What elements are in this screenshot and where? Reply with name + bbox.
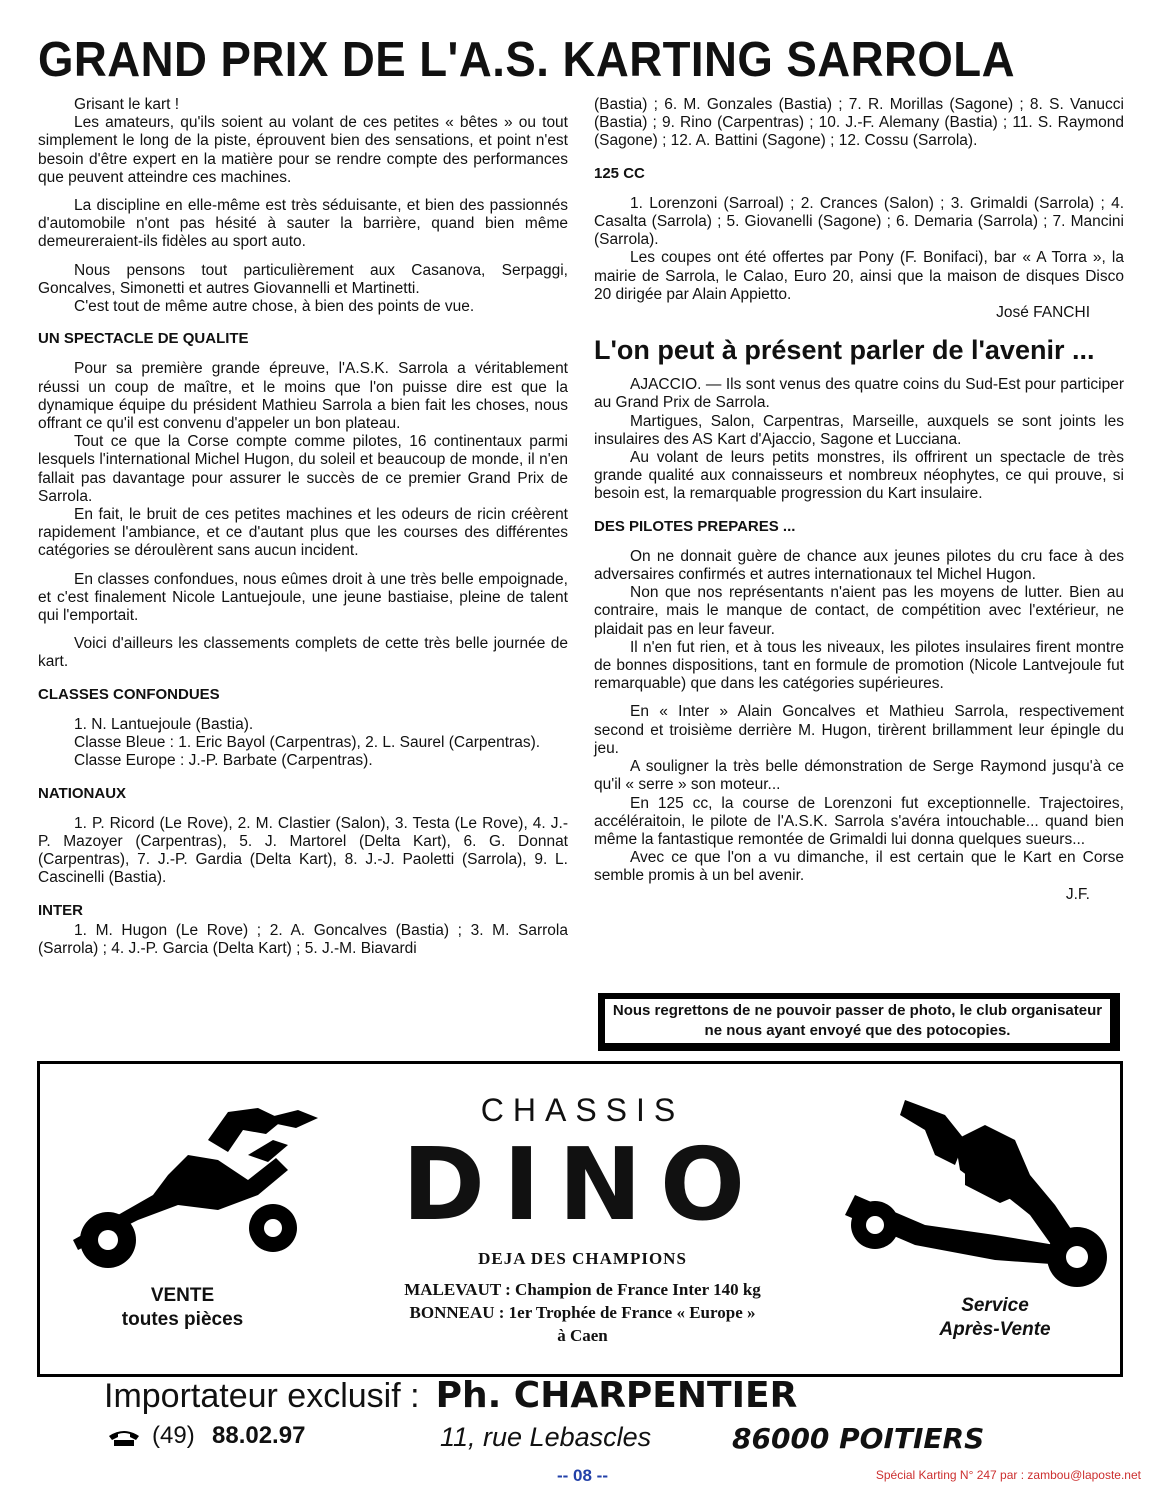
pilotes-paragraph: En « Inter » Alain Goncalves et Mathieu Sarrola, respectivement second et troisième derrière M. Hugon, tirèrent brillamment leur épingle du jeu. <box>594 703 1124 757</box>
ad-phone-number: 88.02.97 <box>212 1422 306 1449</box>
ad-brand-top: CHASSIS <box>480 1092 685 1128</box>
ad-champions-title: DEJA DES CHAMPIONS <box>478 1249 687 1268</box>
spectacle-paragraph: En classes confondues, nous eûmes droit à une très belle empoignade, et c'est finalement Nicole Lantuejoule, une jeune bastiaise, pleine de talent qui l'emportait. <box>38 570 568 625</box>
page-number: -- 08 -- <box>557 1466 608 1485</box>
section-heading-classes: CLASSES CONFONDUES <box>38 685 220 703</box>
inter-results-continued: (Bastia) ; 6. M. Gonzales (Bastia) ; 7. R. Morillas (Sagone) ; 8. S. Vanucci (Bastia) ; 9. Rino (Carpentras) ; 10. J.-F. Alemany (Bastia) ; 11. S. Raymond (Sagone) ; 12. A. Battini (Sagone) ; 12. Cossu (Sarrola). <box>594 96 1124 150</box>
article-paragraph: Au volant de leurs petits monstres, ils offrirent un spectacle de très grande qualité aux connaisseurs et nombreux néophytes, ce qui prouve, si besoin est, la remarquable progression du Kart insulaire. <box>594 449 1124 503</box>
section-heading-125cc: 125 CC <box>594 164 645 182</box>
photo-note-text: Nous regrettons de ne pouvoir passer de photo, le club organisateur ne nous ayant envoyé que des potocopies. <box>604 998 1111 1044</box>
pilotes-paragraph: Non que nos représentants n'aient pas les moyens de lutter. Bien au contraire, mais le manque de contact, de compétition avec l'extérieur, ne plaidait pas en leur faveur. <box>594 584 1124 638</box>
right-column <box>594 96 1124 904</box>
ad-importer-label: Importateur exclusif : <box>104 1377 420 1415</box>
ad-city: 86000 POITIERS <box>732 1422 985 1455</box>
ad-sales-line-2: toutes pièces <box>121 1309 244 1330</box>
spectacle-paragraph: Tout ce que la Corse compte comme pilotes, 16 continentaux parmi lesquels l'international Michel Hugon, du soleil et beaucoup de monde, il n'en fallait pas davantage pour assurer le succès de ce premier Grand Prix de Sarrola. <box>38 433 568 505</box>
intro-paragraph: Nous pensons tout particulièrement aux Casanova, Serpaggi, Goncalves, Simonetti et autres Giovannelli et Martinetti. <box>38 261 568 297</box>
section-heading-nationaux: NATIONAUX <box>38 784 127 802</box>
author-signature: J.F. <box>1065 885 1090 903</box>
article-headline: L'on peut à présent parler de l'avenir ... <box>594 335 1095 366</box>
ad-phone-prefix: (49) <box>152 1422 195 1449</box>
coupes-paragraph: Les coupes ont été offertes par Pony (F. Bonifaci), bar « A Torra », la mairie de Sarrola, le Calao, Euro 20, ainsi que la maison de disques Disco 20 dirigée par Alain Appietto. <box>594 249 1124 303</box>
intro-paragraph: C'est tout de même autre chose, à bien des points de vue. <box>74 298 475 316</box>
intro-paragraph: La discipline en elle-même est très séduisante, et bien des passionnés d'automobile n'ont pas hésité à sauter la barrière, quand bien même demeureraient-ils fidèles au sport auto. <box>38 197 568 251</box>
section-heading-spectacle: UN SPECTACLE DE QUALITE <box>38 330 249 348</box>
intro-paragraph: Grisant le kart ! <box>74 96 180 113</box>
ad-service-block <box>895 1294 1095 1342</box>
ad-champion-2: BONNEAU : 1er Trophée de France « Europe » <box>409 1303 756 1322</box>
section-heading-inter: INTER <box>38 901 83 919</box>
page-title: GRAND PRIX DE L'A.S. KARTING SARROLA <box>38 33 1015 87</box>
author-signature: José FANCHI <box>996 304 1090 322</box>
spectacle-paragraph: Pour sa première grande épreuve, l'A.S.K. Sarrola a véritablement réussi un coup de maître, et le moins que l'on puisse dire est que la dynamique équipe du président Mathieu Sarrola a bien fait les choses, nous offrant ce qu'il est convenu d'appeler un bon plateau. <box>38 360 568 433</box>
pilotes-paragraph: Avec ce que l'on a vu dimanche, il est certain que le Kart en Corse semble promis à un bel avenir. <box>594 849 1124 885</box>
spectacle-paragraph: Voici d'ailleurs les classements complets de cette très belle journée de kart. <box>38 635 568 671</box>
intro-paragraph: Les amateurs, qu'ils soient au volant de ces petites « bêtes » ou tout simplement le long de la piste, éprouvent bien des sensations, et point n'est besoin d'être expert en la matière pour se rendre compte des performances que peuvent atteindre ces machines. <box>38 114 568 186</box>
article-paragraph: Martigues, Salon, Carpentras, Marseille, auxquels se sont joints les insulaires des AS Kart d'Ajaccio, Sagone et Lucciana. <box>594 412 1124 448</box>
telephone-icon <box>106 1428 142 1448</box>
pilotes-paragraph: On ne donnait guère de chance aux jeunes pilotes du cru face à des adversaires confirmés et autres internationaux tel Michel Hugon. <box>594 547 1124 584</box>
pilotes-paragraph: A souligner la très belle démonstration de Serge Raymond jusqu'à ce qu'il « serre » son moteur... <box>594 758 1124 794</box>
ad-sales-line-1: VENTE <box>150 1285 215 1306</box>
pilotes-paragraph: Il n'en fut rien, et à tous les niveaux, les pilotes insulaires firent montre de bonnes dispositions, tant en formule de promotion (Nicole Lantvejoule fut remarquable) que dans les catégories supérieures. <box>594 638 1124 693</box>
inter-results: 1. M. Hugon (Le Rove) ; 2. A. Goncalves (Bastia) ; 3. M. Sarrola (Sarrola) ; 4. J.-P. Garcia (Delta Kart) ; 5. J.-M. Biavardi <box>38 921 568 957</box>
classes-result: 1. N. Lantuejoule (Bastia). <box>74 715 254 733</box>
ad-importer-name: Ph. CHARPENTIER <box>435 1375 798 1416</box>
ad-importer-line <box>104 1374 797 1418</box>
pilotes-paragraph: En 125 cc, la course de Lorenzoni fut exceptionnelle. Trajectoires, accéléraitoin, le pilote de l'A.S.K. Sarrola s'avéra intouchable... quand bien même la fantastique remontée de Grimaldi lui donna quelques sueurs... <box>594 794 1124 848</box>
ad-street: 11, rue Lebascles <box>440 1422 652 1452</box>
section-heading-pilotes: DES PILOTES PREPARES ... <box>594 517 796 535</box>
article-paragraph: AJACCIO. — Ils sont venus des quatre coins du Sud-Est pour participer au Grand Prix de Sarrola. <box>594 376 1124 412</box>
classes-result: Classe Europe : J.-P. Barbate (Carpentras). <box>74 752 373 770</box>
ad-brand-main: DINO <box>402 1126 763 1243</box>
ad-service-line-1: Service <box>961 1295 1029 1316</box>
nationaux-results: 1. P. Ricord (Le Rove), 2. M. Clastier (Salon), 3. Testa (Le Rove), 4. J.-P. Mazoyer (Carpentras), 5. J. Martorel (Delta Kart), 6. G. Donnat (Carpentras), 7. J.-P. Gardia (Delta Kart), 8. J.-J. Paoletti (Sarrola), 9. L. Cascinelli (Bastia). <box>38 814 568 887</box>
ad-champion-2-place: à Caen <box>557 1326 608 1345</box>
results-125cc: 1. Lorenzoni (Sarroal) ; 2. Crances (Salon) ; 3. Grimaldi (Sarrola) ; 4. Casalta (Sarrola) ; 5. Giovanelli (Sagone) ; 6. Demaria (Sarrola) ; 7. Mancini (Sarrola). <box>594 194 1124 249</box>
spectacle-paragraph: En fait, le bruit de ces petites machines et les odeurs de ricin créèrent rapidement l'ambiance, et ce d'autant plus que les courses des différentes catégories se déroulèrent sans aucun incident. <box>38 506 568 560</box>
ad-champion-1: MALEVAUT : Champion de France Inter 140 kg <box>404 1280 761 1299</box>
left-column <box>38 96 568 958</box>
ad-service-line-2: Après-Vente <box>939 1319 1051 1340</box>
photo-note-box <box>598 993 1120 1051</box>
classes-result: Classe Bleue : 1. Eric Bayol (Carpentras), 2. L. Saurel (Carpentras). <box>74 734 541 752</box>
ad-sales-block <box>70 1284 295 1332</box>
footer-credit: Spécial Karting N° 247 par : zambou@laposte.net <box>875 1468 1141 1482</box>
